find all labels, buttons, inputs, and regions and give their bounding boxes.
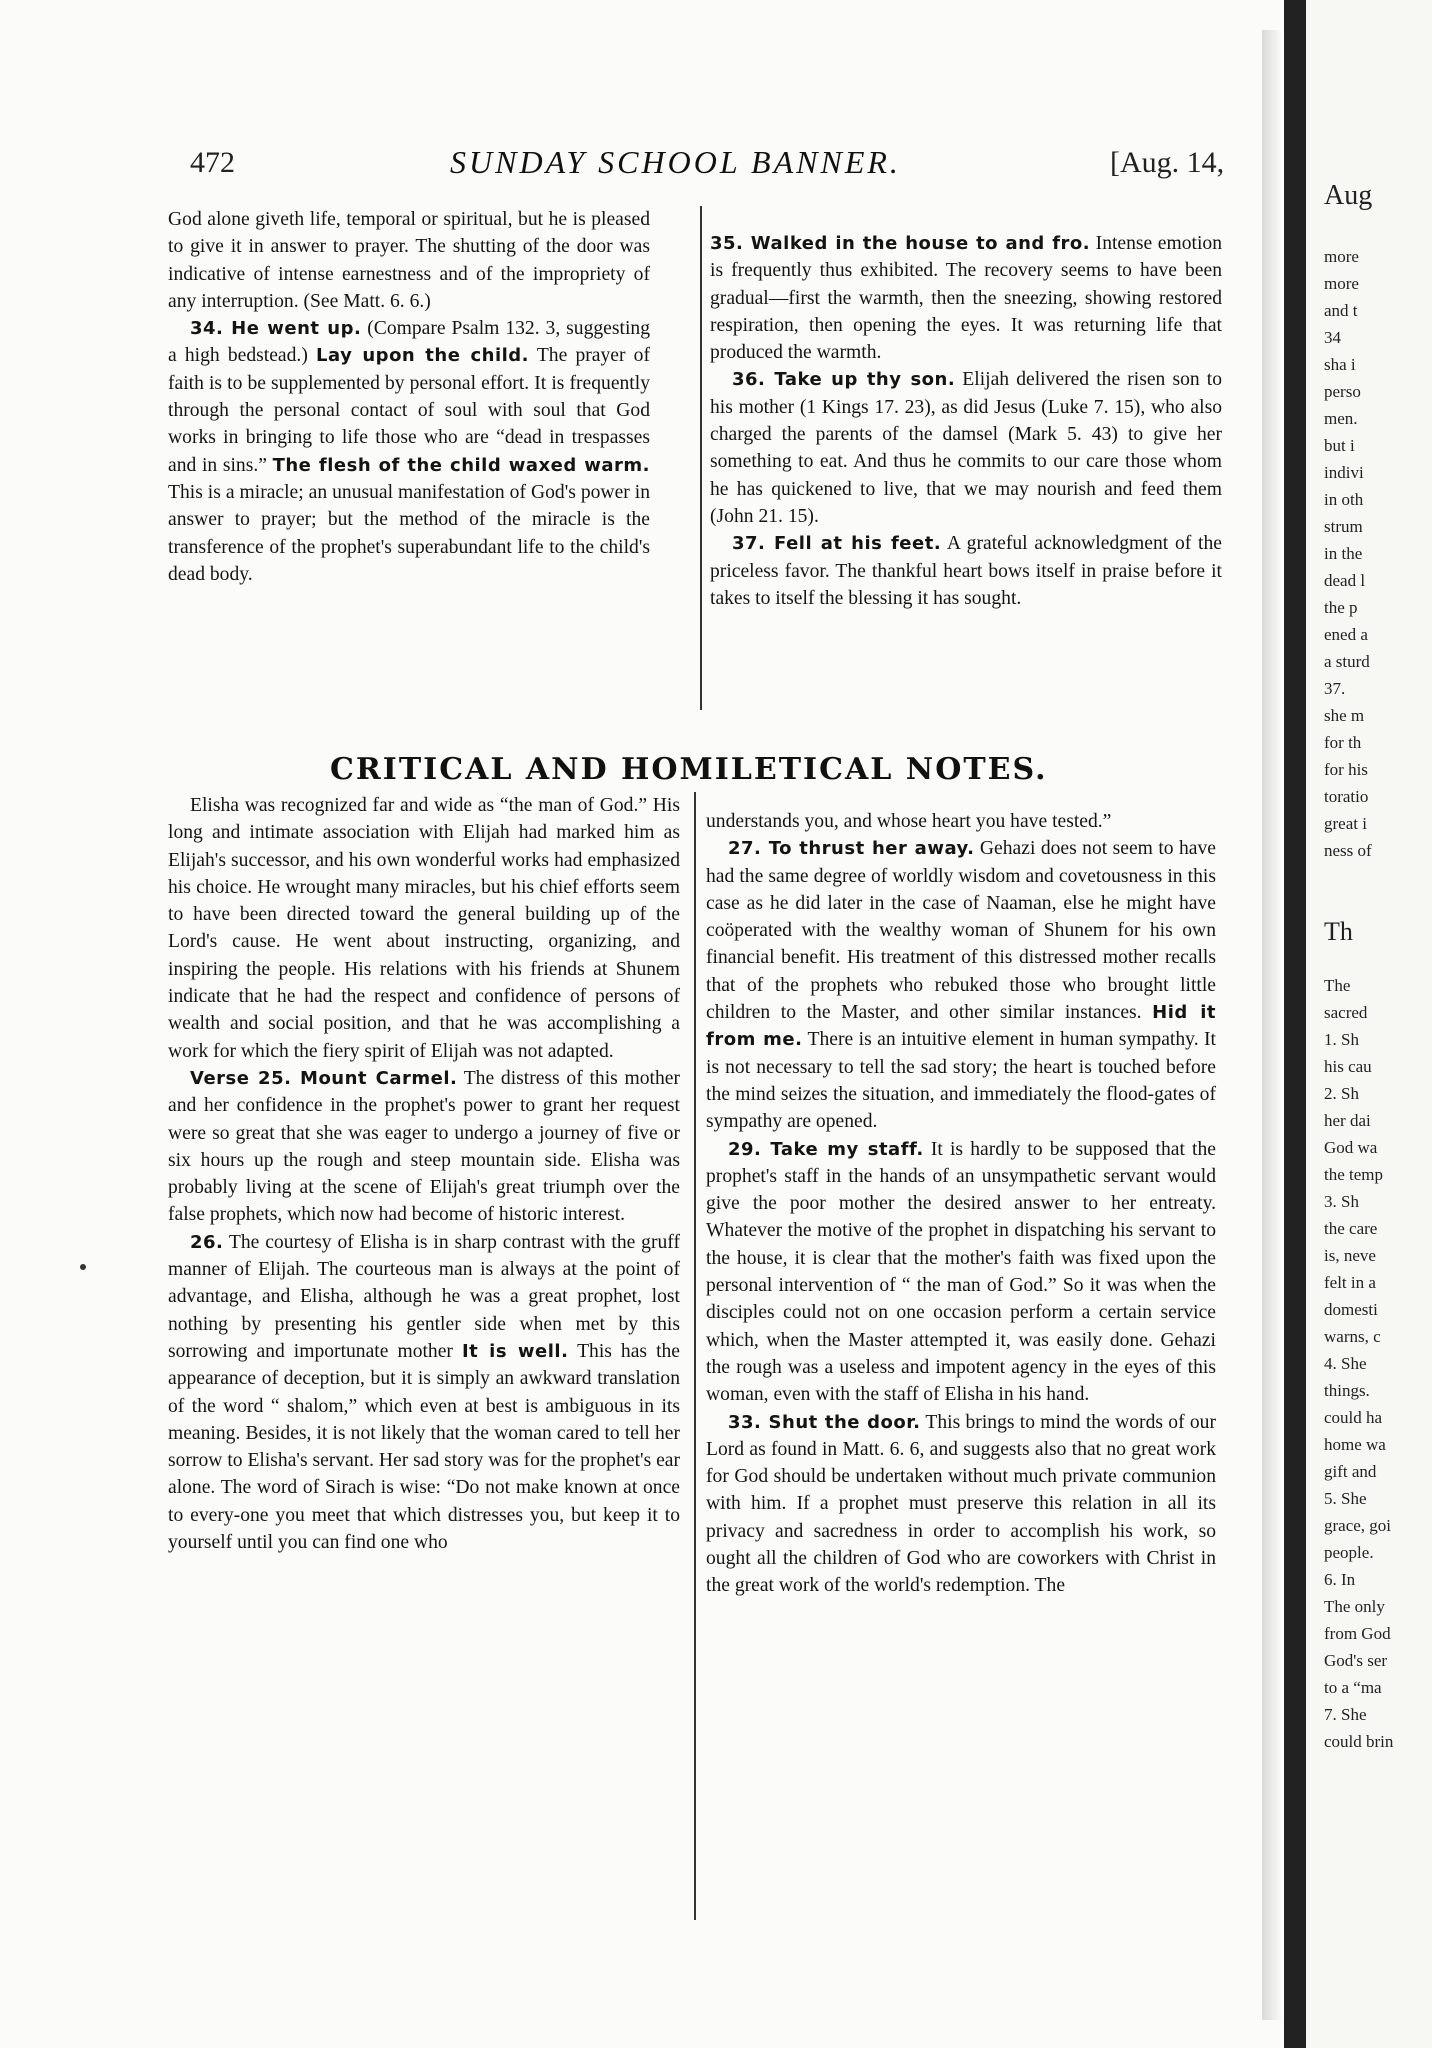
facing-page-line: God's ser: [1324, 1651, 1388, 1670]
verse-heading: 26.: [190, 1231, 224, 1253]
paragraph: 37. Fell at his feet. A grateful acknowledgment of the priceless favor. The thankful heart bows itself in praise before it takes to itself the blessing it has sought.: [710, 533, 1222, 609]
facing-page-line: [1324, 945, 1393, 972]
facing-page-line: toratio: [1324, 787, 1369, 806]
facing-page-line: men.: [1324, 409, 1358, 428]
phrase-heading: Lay upon the child.: [316, 345, 530, 367]
facing-page-line: indivi: [1324, 463, 1364, 482]
paragraph: Verse 25. Mount Carmel. The distress of this mother and her confidence in the prophet's power to grant her request were so great that she was eager to undergo a journey of five or six hours up the rough and steep mountain side. Elisha was probably living at the scene of Elijah's great triumph over the false prophets, which now had become of historic interest.: [168, 1067, 680, 1226]
phrase-heading: The flesh of the child waxed warm.: [272, 454, 650, 476]
facing-page-line: The: [1324, 976, 1351, 995]
facing-page-line: 7. She: [1324, 1705, 1367, 1724]
verse-heading: 29. Take my staff.: [728, 1138, 924, 1160]
facing-page-line: she m: [1324, 706, 1365, 725]
facing-page-line: 37.: [1324, 679, 1346, 698]
verse-heading: 27. To thrust her away.: [728, 838, 975, 860]
facing-page-line: the care: [1324, 1219, 1378, 1238]
top-right-column: [710, 230, 1222, 612]
paragraph: Elisha was recognized far and wide as “the man of God.” His long and intimate association with Elijah had marked him as Elijah's successor, and his own wonderful works had emphasized his choice. He wrought many miracles, but his chief efforts seem to have been directed toward the general building up of the Lord's cause. He went about instructing, organizing, and inspiring the people. His relations with his friends at Shunem indicate that he had the respect and confidence of persons of wealth and social position, and that he was accomplishing a work for which the fiery spirit of Elijah was not adapted.: [168, 795, 680, 1062]
facing-page-line: more: [1324, 247, 1359, 266]
facing-page-line: great i: [1324, 814, 1367, 833]
facing-page-line: home wa: [1324, 1435, 1386, 1454]
phrase-heading: Hid it from me.: [706, 1002, 1216, 1051]
paragraph: 33. Shut the door. This brings to mind the words of our Lord as found in Matt. 6. 6, and suggests also that no great work for God should be undertaken without much private communion with him. If a prophet must preserve this relation in all its privacy and sacredness in order to accomplish his work, so ought all the children of God who are coworkers with Christ in the great work of the world's redemption. The: [706, 1411, 1216, 1597]
verse-heading: 34. He went up.: [190, 318, 362, 340]
paragraph: God alone giveth life, temporal or spiritual, but he is pleased to give it in answer to prayer. The shutting of the door was indicative of intense earnestness and of the impropriety of any interruption. (See Matt. 6. 6.): [168, 209, 650, 312]
book-gutter: [1284, 0, 1306, 2048]
facing-page-line: Th: [1324, 917, 1353, 946]
paragraph: understands you, and whose heart you have tested.”: [706, 811, 1112, 832]
facing-page-line: from God: [1324, 1624, 1391, 1643]
facing-page-line: his cau: [1324, 1057, 1372, 1076]
header-date: [Aug. 14,: [1110, 146, 1225, 179]
facing-page-line: for th: [1324, 733, 1362, 752]
facing-page-line: perso: [1324, 382, 1361, 401]
facing-page-line: domesti: [1324, 1300, 1378, 1319]
page-edge-shadow: [1262, 30, 1284, 2020]
facing-page-line: sacred: [1324, 1003, 1368, 1022]
facing-page-line: in oth: [1324, 490, 1364, 509]
facing-page-line: for his: [1324, 760, 1368, 779]
paragraph: 36. Take up thy son. Elijah delivered the risen son to his mother (1 Kings 17. 23), as did Jesus (Luke 7. 15), who also charged the parents of the damsel (Mark 5. 43) to give her something to eat. And thus he commits to our care those whom he has quickened to live, that we may nourish and feed them (John 21. 15).: [710, 369, 1223, 527]
facing-page-line: her dai: [1324, 1111, 1371, 1130]
paragraph: 29. Take my staff. It is hardly to be supposed that the prophet's staff in the hands of an unsympathetic servant would give the poor mother the desired answer to her entreaty. Whatever the motive of the prophet in dispatching his servant to the house, it is clear that the mother's faith was fixed upon the personal intervention of “ the man of God.” So it was when the disciples could not on one occasion perform a certain service which, when the Master attempted it, was easily done. Gehazi the rough was a useless and impotent agency in the eyes of this woman, even with the staff of Elisha in his hand.: [706, 1138, 1216, 1406]
phrase-heading: It is well.: [461, 1340, 569, 1362]
facing-page-line: the p: [1324, 598, 1358, 617]
facing-page-line: [1324, 864, 1393, 891]
facing-page-line: things.: [1324, 1381, 1370, 1400]
facing-page-line: could brin: [1324, 1732, 1394, 1751]
paragraph: 34. He went up. (Compare Psalm 132. 3, suggesting a high bedstead.) Lay upon the child. The prayer of faith is to be supplemented by personal effort. It is frequently through the personal contact of soul with soul that God works in bringing to life those who are “dead in trespasses and in sins.” The flesh of the child waxed warm. This is a miracle; an unusual manifestation of God's power in answer to prayer; but the method of the miracle is the transference of the prophet's superabundant life to the child's dead body.: [168, 318, 651, 585]
verse-heading: Verse 25. Mount Carmel.: [190, 1067, 458, 1089]
facing-page-fragment: [1306, 0, 1432, 2048]
column-divider: [700, 206, 702, 710]
facing-page-line: 2. Sh: [1324, 1084, 1359, 1103]
paragraph: 35. Walked in the house to and fro. Intense emotion is frequently thus exhibited. The recovery seems to have been gradual—first the warmth, then the sneezing, showing restored respiration, then opening the eyes. It was returning life that produced the warmth.: [710, 233, 1223, 364]
facing-page-line: and t: [1324, 301, 1358, 320]
facing-page-line: 3. Sh: [1324, 1192, 1359, 1211]
paragraph: 26. The courtesy of Elisha is in sharp contrast with the gruff manner of Elijah. The courteous man is always at the point of advantage, and Elisha, although he was a great prophet, lost nothing by presenting his gentler side when met by this sorrowing and importunate mother It is well. This has the appearance of deception, but it is simply an awkward translation of the word “ shalom,” which even at best is ambiguous in its meaning. Besides, it is not likely that the woman cared to tell her sorrow to Elisha's servant. Her sad story was for the prophet's ear alone. The word of Sirach is wise: “Do not make known at once to every-one you meet that which distresses you, but keep it to yourself until you can find one who: [168, 1231, 681, 1554]
bottom-right-column: [706, 808, 1216, 1600]
facing-page-line: strum: [1324, 517, 1363, 536]
facing-page-line: is, neve: [1324, 1246, 1376, 1265]
facing-page-line: could ha: [1324, 1408, 1383, 1427]
facing-page-line: warns, c: [1324, 1327, 1381, 1346]
facing-page-line: 1. Sh: [1324, 1030, 1359, 1049]
running-title: SUNDAY SCHOOL BANNER.: [450, 144, 901, 180]
margin-mark: [80, 1264, 86, 1270]
facing-page-line: sha i: [1324, 355, 1356, 374]
facing-page-line: to a “ma: [1324, 1678, 1382, 1697]
facing-page-lines: [1324, 176, 1393, 1755]
section-title: CRITICAL AND HOMILETICAL NOTES.: [330, 752, 1048, 787]
facing-page-line: dead l: [1324, 571, 1366, 590]
facing-page-line: 4. She: [1324, 1354, 1367, 1373]
facing-page-line: ened a: [1324, 625, 1368, 644]
facing-page-line: in the: [1324, 544, 1363, 563]
facing-page-line: [1324, 891, 1393, 918]
facing-page-line: 5. She: [1324, 1489, 1367, 1508]
verse-heading: 33. Shut the door.: [728, 1411, 921, 1433]
verse-heading: 36. Take up thy son.: [732, 369, 956, 391]
facing-page-line: the temp: [1324, 1165, 1384, 1184]
facing-page-line: more: [1324, 274, 1359, 293]
verse-heading: 37. Fell at his feet.: [732, 533, 942, 555]
verse-heading: 35. Walked in the house to and fro.: [710, 233, 1091, 254]
column-divider: [694, 792, 696, 1920]
facing-page-line: grace, goi: [1324, 1516, 1392, 1535]
bottom-left-column: [168, 792, 680, 1556]
facing-page-line: The only: [1324, 1597, 1385, 1616]
page-number: 472: [190, 146, 235, 179]
paragraph: 27. To thrust her away. Gehazi does not seem to have had the same degree of worldly wisdom and covetousness in this case as he did later in the case of Naaman, else he might have coöperated with the wealthy woman of Shunem for his own financial benefit. His treatment of this distressed mother recalls that of the prophets who rebuked those who brought little children to the Master, and other similar instances. Hid it from me. There is an intuitive element in human sympathy. It is not necessary to tell the sad story; the heart is touched before the mind seizes the situation, and immediately the flood-gates of sympathy are opened.: [706, 838, 1217, 1133]
facing-page-line: people.: [1324, 1543, 1374, 1562]
top-left-column: [168, 206, 650, 588]
facing-page-line: 6. In: [1324, 1570, 1356, 1589]
facing-page-line: gift and: [1324, 1462, 1377, 1481]
facing-page-line: 34: [1324, 328, 1341, 347]
facing-page-line: Aug: [1324, 180, 1373, 211]
facing-page-line: ness of: [1324, 841, 1372, 860]
facing-page-line: [1324, 216, 1393, 243]
facing-page-line: a sturd: [1324, 652, 1370, 671]
page-header: [180, 140, 1240, 190]
facing-page-line: but i: [1324, 436, 1355, 455]
facing-page-line: God wa: [1324, 1138, 1378, 1157]
facing-page-line: felt in a: [1324, 1273, 1376, 1292]
